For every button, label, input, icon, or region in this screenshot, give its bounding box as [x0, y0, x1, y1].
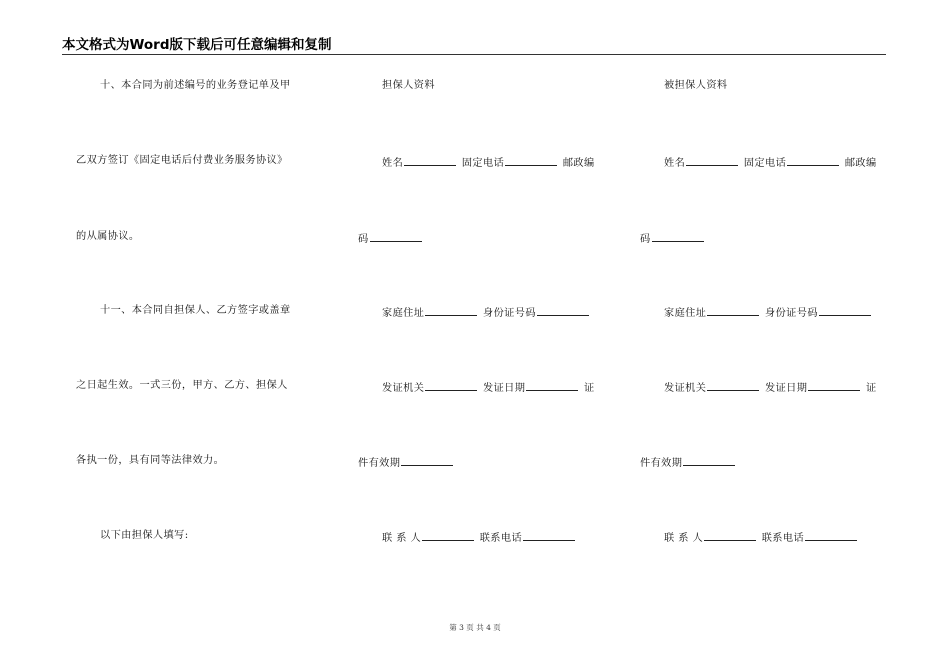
guaranteed-issuing-authority-blank[interactable]: [707, 379, 759, 391]
contract-clauses-column: [76, 0, 326, 672]
guaranteed-validity-row: [640, 454, 737, 471]
guarantor-validity-blank[interactable]: [401, 454, 453, 466]
guaranteed-fixed-phone-blank[interactable]: [787, 154, 839, 166]
guarantor-postal-code-row: [358, 230, 424, 247]
issuing-authority-label: 发证机关: [664, 383, 707, 394]
guaranteed-id-number-blank[interactable]: [819, 304, 871, 316]
issue-date-label: 发证日期: [483, 383, 526, 394]
guaranteed-postal-code-row: [640, 230, 706, 247]
postal-code-label: 邮政编: [562, 158, 595, 169]
guarantor-contact-phone-blank[interactable]: [523, 529, 575, 541]
contact-person-label: 联 系 人: [664, 533, 704, 544]
name-label: 姓名: [664, 158, 686, 169]
clause-eleven-line-1: 十一、本合同自担保人、乙方签字或盖章: [100, 305, 291, 316]
postal-code-label-continued: 码: [358, 234, 369, 245]
guarantor-heading: [358, 79, 435, 93]
guarantor-address-row: [358, 304, 591, 321]
id-number-label: 身份证号码: [765, 308, 818, 319]
validity-label: 证: [584, 383, 595, 394]
fixed-phone-label: 固定电话: [743, 158, 787, 169]
guarantor-issue-date-blank[interactable]: [526, 379, 578, 391]
guarantor-id-number-blank[interactable]: [537, 304, 589, 316]
guaranteed-postal-code-blank[interactable]: [652, 230, 704, 242]
fixed-phone-label: 固定电话: [461, 158, 505, 169]
guarantor-issuing-authority-blank[interactable]: [425, 379, 477, 391]
guaranteed-contact-row: [640, 529, 859, 546]
guarantor-heading-text: 担保人资料: [382, 80, 435, 91]
issuing-authority-label: 发证机关: [382, 383, 425, 394]
name-label: 姓名: [382, 158, 404, 169]
page-number-footer: 第 3 页 共 4 页: [449, 623, 501, 632]
postal-code-label-continued: 码: [640, 234, 651, 245]
guaranteed-contact-phone-blank[interactable]: [805, 529, 857, 541]
guaranteed-validity-blank[interactable]: [683, 454, 735, 466]
guaranteed-name-blank[interactable]: [686, 154, 738, 166]
guaranteed-issuing-row: [640, 379, 877, 396]
guarantor-contact-row: [358, 529, 577, 546]
home-address-label: 家庭住址: [664, 308, 707, 319]
guarantor-issuing-row: [358, 379, 595, 396]
guaranteed-address-row: [640, 304, 873, 321]
guaranteed-name-row: [640, 154, 877, 171]
guarantor-name-row: [358, 154, 595, 171]
home-address-label: 家庭住址: [382, 308, 425, 319]
guarantor-address-blank[interactable]: [425, 304, 477, 316]
guaranteed-contact-person-blank[interactable]: [704, 529, 756, 541]
clause-eleven-line-3: 各执一份，具有同等法律效力。: [76, 455, 225, 466]
document-header-title: 本文格式为Word版下载后可任意编辑和复制: [62, 37, 332, 53]
guaranteed-issue-date-blank[interactable]: [808, 379, 860, 391]
clause-ten-line-3: 的从属协议。: [76, 231, 140, 242]
contact-phone-label: 联系电话: [761, 533, 805, 544]
id-number-label: 身份证号码: [483, 308, 536, 319]
contact-person-label: 联 系 人: [382, 533, 422, 544]
postal-code-label: 邮政编: [844, 158, 877, 169]
validity-label-continued: 件有效期: [640, 458, 683, 469]
guarantor-info-column: [358, 0, 618, 672]
validity-label: 证: [866, 383, 877, 394]
guarantor-contact-person-blank[interactable]: [422, 529, 474, 541]
guaranteed-heading-text: 被担保人资料: [664, 80, 728, 91]
clause-ten-line-2: 乙双方签订《固定电话后付费业务服务协议》: [76, 155, 288, 166]
guarantor-fill-instruction: 以下由担保人填写:: [100, 530, 189, 541]
guarantor-name-blank[interactable]: [404, 154, 456, 166]
validity-label-continued: 件有效期: [358, 458, 401, 469]
guaranteed-address-blank[interactable]: [707, 304, 759, 316]
clause-ten-line-1: 十、本合同为前述编号的业务登记单及甲: [100, 80, 291, 91]
guaranteed-party-info-column: [640, 0, 900, 672]
issue-date-label: 发证日期: [765, 383, 808, 394]
guarantor-postal-code-blank[interactable]: [370, 230, 422, 242]
contact-phone-label: 联系电话: [479, 533, 523, 544]
guaranteed-heading: [640, 79, 728, 93]
guarantor-fixed-phone-blank[interactable]: [505, 154, 557, 166]
guarantor-validity-row: [358, 454, 455, 471]
clause-eleven-line-2: 之日起生效。一式三份，甲方、乙方、担保人: [76, 380, 288, 391]
